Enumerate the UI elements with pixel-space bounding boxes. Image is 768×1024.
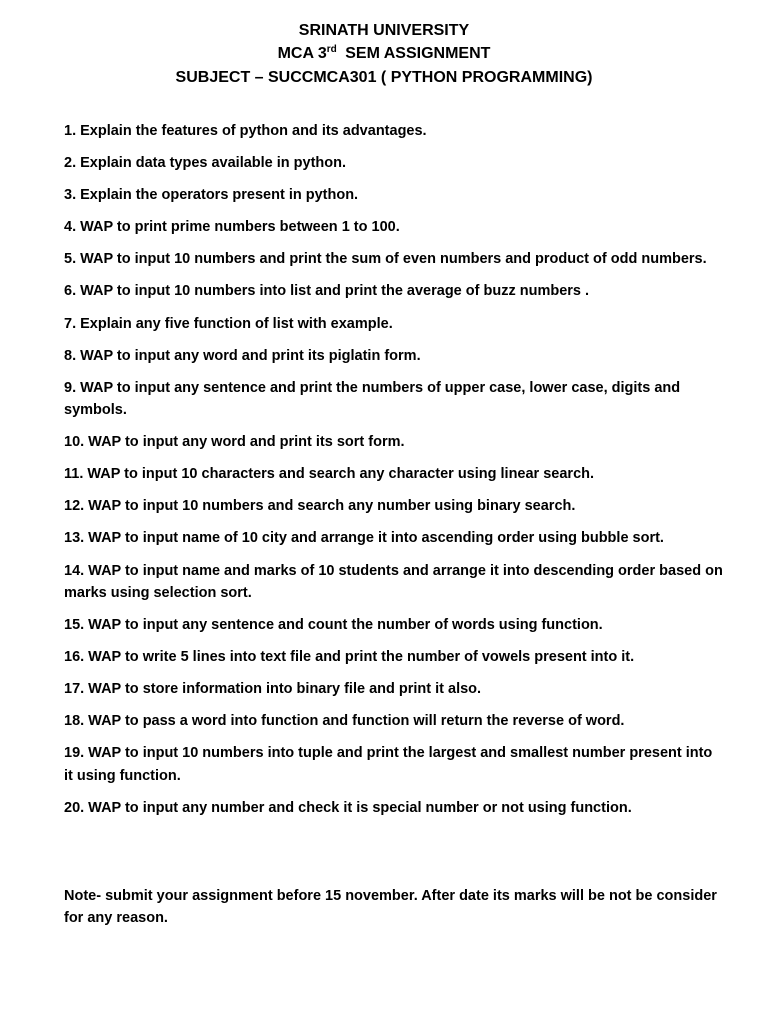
question-item: 19. WAP to input 10 numbers into tuple and print the largest and smallest number present into it using function. bbox=[64, 745, 713, 784]
question-item: 16. WAP to write 5 lines into text file and print the number of vowels present into it. bbox=[64, 649, 635, 665]
question-item: 17. WAP to store information into binary file and print it also. bbox=[64, 681, 482, 698]
question-item: 18. WAP to pass a word into function and function will return the reverse of word. bbox=[64, 713, 625, 730]
question-list bbox=[64, 120, 724, 829]
document-header bbox=[0, 20, 768, 90]
course-prefix: MCA 3 bbox=[277, 44, 327, 62]
question-item: 4. WAP to print prime numbers between 1 to 100. bbox=[64, 219, 400, 236]
question-item: 13. WAP to input name of 10 city and arrange it into ascending order using bubble sort. bbox=[64, 530, 664, 547]
university-title: SRINATH UNIVERSITY bbox=[298, 22, 470, 39]
question-item: 1. Explain the features of python and its advantages. bbox=[64, 123, 427, 139]
question-item: 11. WAP to input 10 characters and search any character using linear search. bbox=[64, 466, 595, 483]
question-item: 2. Explain data types available in python. bbox=[64, 155, 347, 172]
question-item: 12. WAP to input 10 numbers and search any number using binary search. bbox=[64, 498, 576, 515]
question-item: 14. WAP to input name and marks of 10 students and arrange it into descending order based on marks using selection sort. bbox=[64, 562, 723, 601]
question-item: 9. WAP to input any sentence and print the numbers of upper case, lower case, digits and symbols. bbox=[64, 379, 681, 419]
course-suffix: SEM ASSIGNMENT bbox=[345, 44, 491, 62]
question-item: 6. WAP to input 10 numbers into list and print the average of buzz numbers . bbox=[64, 283, 590, 300]
question-item: 8. WAP to input any word and print its piglatin form. bbox=[64, 347, 421, 364]
course-title bbox=[0, 43, 768, 68]
course-superscript: rd bbox=[326, 43, 337, 55]
question-item: 15. WAP to input any sentence and count the number of words using function. bbox=[64, 616, 603, 633]
submission-note: Note- submit your assignment before 15 november. After date its marks will be not be consider for any reason. bbox=[64, 888, 717, 927]
question-item: 3. Explain the operators present in python. bbox=[64, 187, 359, 204]
question-item: 20. WAP to input any number and check it is special number or not using function. bbox=[64, 799, 632, 816]
question-item: 7. Explain any five function of list with example. bbox=[64, 315, 393, 332]
subject-title: SUBJECT – SUCCMCA301 ( PYTHON PROGRAMMING) bbox=[175, 69, 593, 86]
question-item: 5. WAP to input 10 numbers and print the sum of even numbers and product of odd numbers. bbox=[64, 251, 707, 268]
question-item: 10. WAP to input any word and print its sort form. bbox=[64, 434, 405, 451]
